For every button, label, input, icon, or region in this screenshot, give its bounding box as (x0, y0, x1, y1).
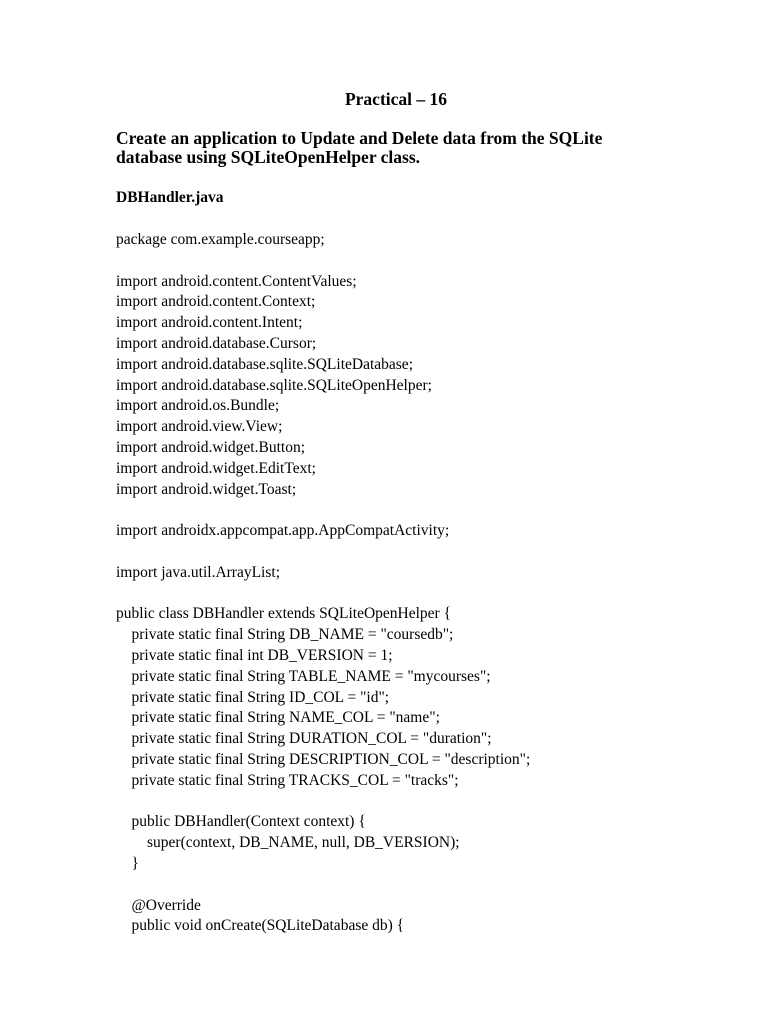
code-line (116, 251, 736, 272)
code-line: package com.example.courseapp; (116, 231, 325, 248)
heading-line: database using SQLiteOpenHelper class. (116, 147, 421, 167)
code-line: private static final String ID_COL = "id"; (116, 688, 390, 706)
code-line (116, 792, 736, 813)
code-line: private static final String DB_NAME = "coursedb"; (116, 626, 454, 644)
code-line (116, 875, 736, 896)
code-line: private static final String DURATION_COL = "duration"; (116, 730, 492, 748)
code-line: super(context, DB_NAME, null, DB_VERSION); (116, 834, 460, 852)
code-line: import android.view.View; (116, 418, 283, 436)
code-line: import android.widget.Toast; (116, 480, 297, 498)
code-line: @Override (116, 896, 201, 914)
assignment-heading (116, 129, 716, 167)
file-name-label: DBHandler.java (116, 189, 224, 206)
practical-title: Practical – 16 (344, 89, 448, 109)
code-line: import android.database.Cursor; (116, 334, 317, 352)
code-line: public class DBHandler extends SQLiteOpenHelper { (116, 605, 452, 623)
code-line: import android.database.sqlite.SQLiteDatabase; (116, 355, 413, 373)
code-line: import java.util.ArrayList; (116, 563, 281, 581)
code-line: private static final int DB_VERSION = 1; (116, 646, 393, 664)
code-line: import android.content.Context; (116, 293, 316, 311)
code-line (116, 542, 736, 563)
code-line (116, 500, 736, 521)
code-line (116, 584, 736, 605)
code-line: public DBHandler(Context context) { (116, 813, 366, 831)
code-line: import android.widget.EditText; (116, 459, 316, 477)
code-line: private static final String NAME_COL = "name"; (116, 709, 440, 727)
code-line: import android.database.sqlite.SQLiteOpenHelper; (116, 376, 432, 394)
code-line: import android.os.Bundle; (116, 397, 280, 415)
code-line: private static final String DESCRIPTION_COL = "description"; (116, 750, 531, 768)
code-line: } (116, 854, 139, 872)
code-line: import android.widget.Button; (116, 438, 305, 456)
code-line: private static final String TRACKS_COL = "tracks"; (116, 771, 459, 789)
heading-line: Create an application to Update and Delete data from the SQLite (116, 128, 603, 148)
code-line: public void onCreate(SQLiteDatabase db) { (116, 917, 405, 935)
code-line: private static final String TABLE_NAME = "mycourses"; (116, 667, 491, 685)
code-line: import androidx.appcompat.app.AppCompatActivity; (116, 522, 450, 540)
code-line: import android.content.ContentValues; (116, 272, 357, 290)
code-line: import android.content.Intent; (116, 314, 303, 332)
code-listing (116, 230, 736, 937)
